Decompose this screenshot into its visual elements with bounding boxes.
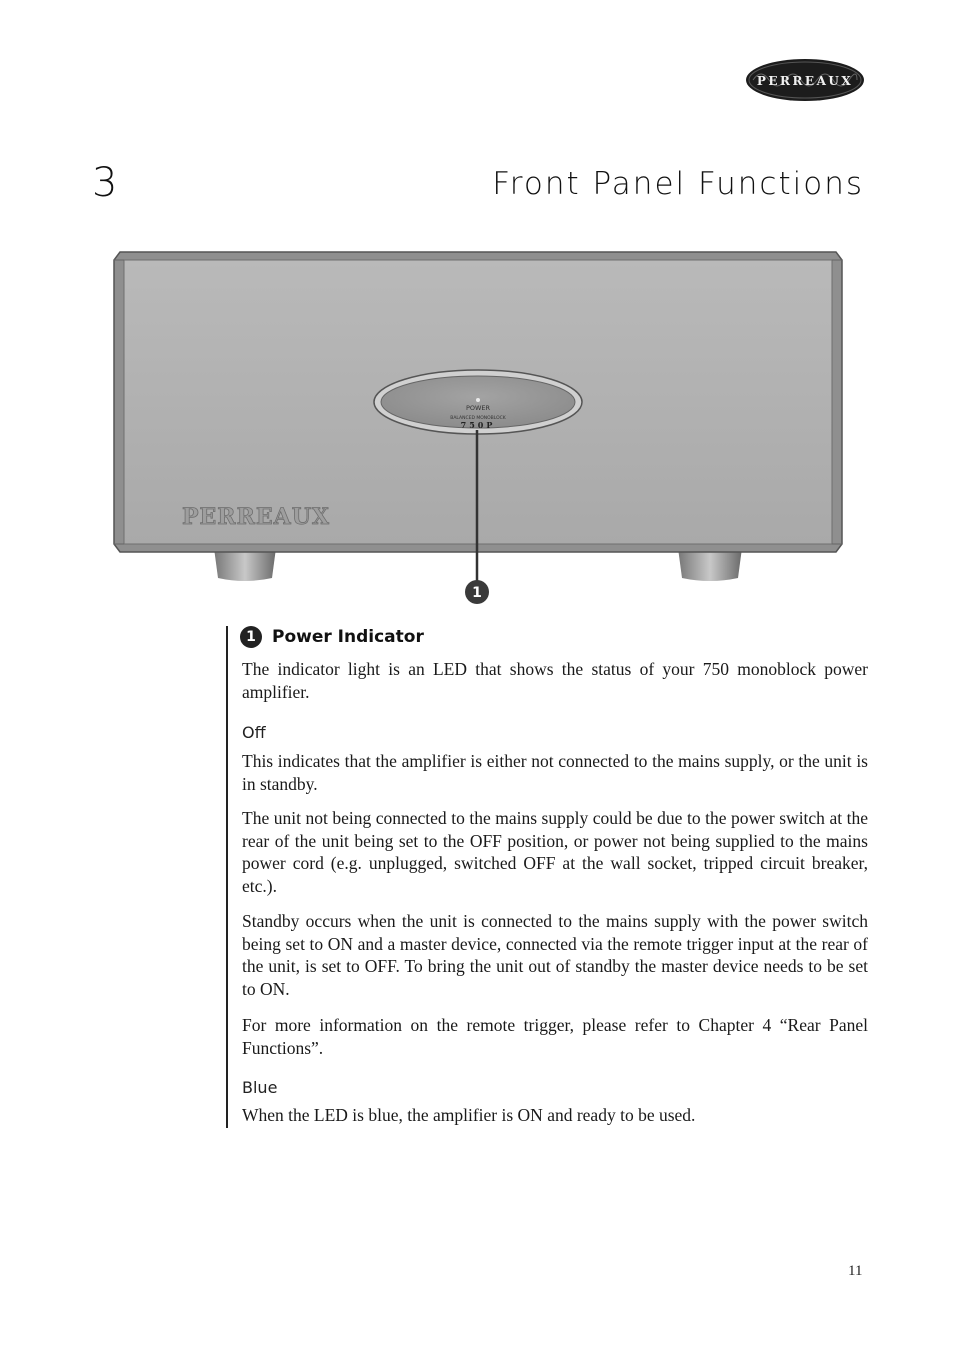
page-number: 11 xyxy=(848,1263,863,1279)
amplifier-front-panel-figure xyxy=(110,248,846,608)
svg-text:PERREAUX: PERREAUX xyxy=(182,504,330,530)
section-heading xyxy=(240,626,424,648)
section-number-badge: 1 xyxy=(240,626,262,648)
svg-text:1: 1 xyxy=(472,585,482,601)
svg-text:PERREAUX: PERREAUX xyxy=(756,74,854,88)
chapter-title: Front Panel Functions xyxy=(492,166,864,202)
chapter-number: 3 xyxy=(92,160,119,206)
left-foot xyxy=(214,548,276,581)
blue-paragraph: When the LED is blue, the amplifier is ON and ready to be used. xyxy=(242,1105,696,1125)
blue-heading: Blue xyxy=(242,1078,278,1097)
svg-text:POWER: POWER xyxy=(465,404,491,412)
off-paragraph-3: Standby occurs when the unit is connected to the mains supply with the power switch being set to ON and a master device, connected via the remote trigger input at the rear of the unit, is set to OFF. To bring the unit out of standby the master device needs to be set to ON. xyxy=(242,911,868,999)
section-title: Power Indicator xyxy=(272,627,424,647)
brand-logo xyxy=(745,58,865,102)
off-heading: Off xyxy=(242,723,266,742)
intro-paragraph: The indicator light is an LED that shows the status of your 750 monoblock power amplifier. xyxy=(242,659,868,702)
svg-text:BALANCED MONOBLOCK: BALANCED MONOBLOCK xyxy=(450,416,506,421)
power-indicator-section xyxy=(226,626,868,1128)
off-paragraph-1: This indicates that the amplifier is either not connected to the mains supply, or the unit is in standby. xyxy=(242,751,868,794)
right-foot xyxy=(678,548,742,581)
off-paragraph-4: For more information on the remote trigger, please refer to Chapter 4 “Rear Panel Functions”. xyxy=(242,1015,868,1058)
svg-text:750P: 750P xyxy=(460,420,496,430)
off-paragraph-2: The unit not being connected to the mains supply could be due to the power switch at the rear of the unit being set to the OFF position, or power not being supplied to the mains power cord (e.g. unplugged, switched OFF at the wall socket, tripped circuit breaker, etc.). xyxy=(242,808,868,896)
